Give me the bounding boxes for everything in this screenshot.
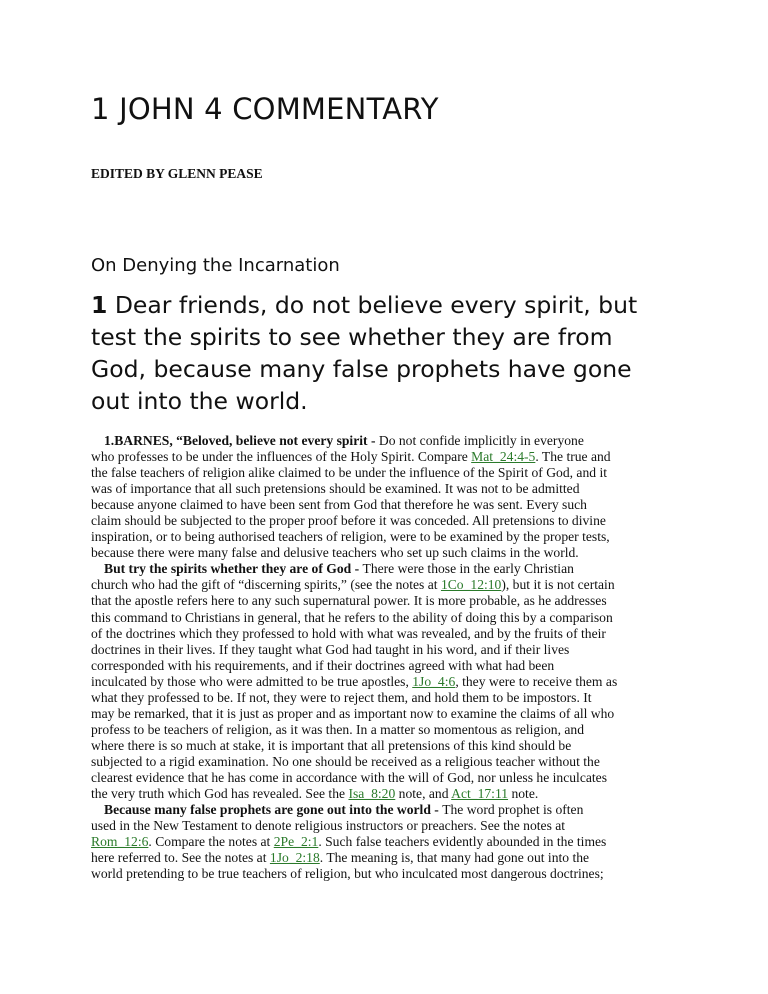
paragraph-lead: Because many false prophets are gone out into the world -: [104, 802, 443, 818]
text-line: the false teachers of religion alike claimed to be under the influence of the Spirit of God, and it: [91, 465, 608, 481]
text-line: claim should be subjected to the proper proof before it was conceded. All pretensions to divine: [91, 513, 606, 529]
verse-line: test the spirits to see whether they are from: [91, 323, 613, 351]
text-line: where there is so much at stake, it is important that all pretensions of this kind should be: [91, 737, 572, 753]
scripture-link[interactable]: Act_17:11: [451, 786, 509, 802]
text-line: here referred to. See the notes at 1Jo_2:18. The meaning is, that many had gone out into the: [91, 850, 590, 866]
text-line: because anyone claimed to have been sent from God that therefore he was sent. Every such: [91, 497, 587, 513]
text-line: used in the New Testament to denote religious instructors or preachers. See the notes at: [91, 818, 566, 834]
scripture-link[interactable]: Rom_12:6: [91, 834, 149, 850]
text-line: this command to Christians in general, that he refers to the ability of doing this by a comparison: [91, 609, 613, 625]
scripture-link[interactable]: 1Jo_2:18: [269, 850, 320, 866]
verse-line: God, because many false prophets have gone: [91, 355, 632, 383]
text-line: Rom_12:6. Compare the notes at 2Pe_2:1. Such false teachers evidently abounded in the times: [91, 834, 607, 850]
text-line: because there were many false and delusive teachers who set up such claims in the world.: [91, 545, 579, 561]
verse-number: 1: [91, 291, 108, 319]
text-line: corresponded with his requirements, and if their doctrines agreed with what had been: [91, 657, 555, 673]
document-title: 1 JOHN 4 COMMENTARY: [91, 92, 439, 126]
text-line: But try the spirits whether they are of God - There were those in the early Christian: [104, 561, 574, 577]
text-line: what they professed to be. If not, they were to reject them, and hold them to be impostors. It: [91, 689, 592, 705]
section-heading: On Denying the Incarnation: [91, 255, 340, 276]
verse-line: out into the world.: [91, 387, 308, 415]
text-line: who professes to be under the influences of the Holy Spirit. Compare Mat_24:4-5. The true and: [91, 449, 611, 465]
text-line: church who had the gift of “discerning spirits,” (see the notes at 1Co_12:10), but it is not certain: [91, 577, 615, 593]
scripture-link[interactable]: Mat_24:4-5: [471, 449, 536, 465]
text-line: profess to be teachers of religion, as it was then. In a matter so momentous as religion, and: [91, 721, 585, 737]
text-line: subjected to a rigid examination. No one should be received as a religious teacher without the: [91, 753, 600, 769]
text-line: clearest evidence that he has come in accordance with the will of God, nor unless he inculcates: [91, 769, 607, 785]
text-line: was of importance that all such pretensions should be examined. It was not to be admitted: [91, 481, 580, 497]
editor-credit: EDITED BY GLENN PEASE: [91, 166, 263, 181]
verse-line: 1 Dear friends, do not believe every spirit, but: [91, 291, 638, 319]
text-line: of the doctrines which they professed to hold with what was revealed, and by the fruits of their: [91, 625, 606, 641]
text-line: inculcated by those who were admitted to be true apostles, 1Jo_4:6, they were to receive them as: [91, 673, 618, 689]
text-line: inspiration, or to being authorised teachers of religion, were to be examined by the proper tests,: [91, 529, 610, 545]
text-line: may be remarked, that it is just as proper and as important now to examine the claims of all who: [91, 705, 615, 721]
paragraph-lead: But try the spirits whether they are of God -: [104, 561, 363, 577]
text-line: that the apostle refers here to any such supernatural power. It is more probable, as he addresses: [91, 593, 607, 609]
scripture-link[interactable]: Isa_8:20: [348, 786, 396, 802]
text-line: Because many false prophets are gone out into the world - The word prophet is often: [104, 802, 584, 818]
text-line: the very truth which God has revealed. See the Isa_8:20 note, and Act_17:11 note.: [91, 786, 539, 802]
paragraph-lead: 1.BARNES, “Beloved, believe not every spirit -: [104, 433, 379, 448]
text-line: doctrines in their lives. If they taught what God had taught in his word, and if their lives: [91, 641, 570, 657]
verse-text: [91, 289, 701, 417]
scripture-link[interactable]: 1Jo_4:6: [412, 673, 456, 689]
scripture-link[interactable]: 2Pe_2:1: [273, 834, 319, 850]
text-line: world pretending to be true teachers of religion, but who inculcated most dangerous doctrines;: [91, 866, 604, 882]
text-line: 1.BARNES, “Beloved, believe not every spirit - Do not confide implicitly in everyone: [104, 433, 584, 448]
scripture-link[interactable]: 1Co_12:10: [440, 577, 502, 593]
commentary-body: [91, 433, 681, 882]
